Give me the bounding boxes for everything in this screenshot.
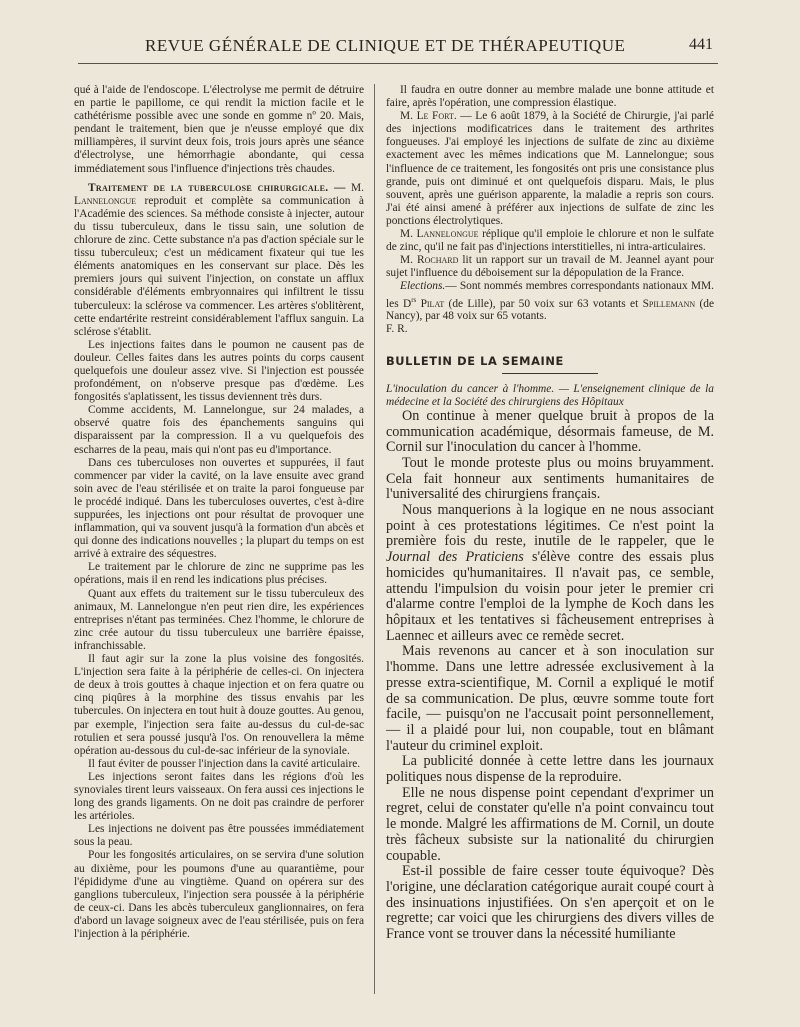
paragraph: La publicité donnée à cette lettre dans les journaux politiques nous dispense de la reproduire. (386, 753, 714, 786)
paragraph (386, 503, 714, 644)
paragraph: Les injections ne doivent pas être poussées immédiatement sous la peau. (74, 823, 364, 849)
journal-title: Journal des Praticiens (386, 549, 524, 566)
paragraph-text: (de Lille), par 50 voix sur 63 votants et (448, 297, 639, 310)
paragraph-text: lit un rapport sur un travail de M. Jeannel ayant pour sujet l'influence du déboisement sur la dépopulation de la France. (386, 254, 714, 280)
running-title: REVUE GÉNÉRALE DE CLINIQUE ET DE THÉRAPEUTIQUE (145, 36, 626, 55)
paragraph-text: (de Nancy), par 48 voix sur 65 votants. (386, 297, 714, 323)
paragraph: Quant aux effets du traitement sur le tissu tuberculeux des animaux, M. Lannelongue n'en peut rien dire, les expériences entreprises n'étant pas terminées. Chez l'homme, le chlorure de zinc crée autour du tissu tuberculeux une barrière épaisse, infranchissable. (74, 587, 364, 652)
right-column (386, 84, 714, 1027)
page-number: 441 (689, 36, 713, 53)
paragraph: Les injections seront faites dans les régions d'où les synoviales tirent leurs vaisseaux. On fera aussi ces injections le long des grands ligaments. On ne doit pas craindre de perforer les artérioles. (74, 770, 364, 823)
bulletin-body (386, 409, 714, 943)
bulletin-title: BULLETIN DE LA SEMAINE (386, 353, 564, 368)
paragraph: Mais revenons au cancer et à son inoculation sur l'homme. Dans une lettre adressée exclusivement à la presse extra-scientifique, M. Cornil a expliqué le motif de sa communication. De plus, œuvre somme toute fort facile, — puisqu'on ne l'accusait point personnellement, — il a plaidé pour lui, non coupable, tout en blâmant l'auteur du criminel exploit. (386, 643, 714, 754)
paragraph: Comme accidents, M. Lannelongue, sur 24 malades, a observé quatre fois des épanchements sanguins qui disparaissent par la compression. Il a vu quelquefois des escharres de la peau, mais qui n'ont pas eu d'importance. (74, 404, 364, 456)
page-header (40, 34, 760, 58)
paragraph: Elle ne nous dispense point cependant d'exprimer un regret, celui de constater qu'elle n'a point convaincu tout le monde. Malgré les affirmations de M. Cornil, un doute très fâcheux subsiste sur la nationalité du chirurgien coupable. (386, 784, 714, 864)
paragraph: Dans ces tuberculoses non ouvertes et suppurées, il faut commencer par vider la cavité, on la lave ensuite avec grand soin avec de l'eau stérilisée et on traite la paroi fongueuse par le procédé indiqué. Dans les tuberculoses ouvertes, c'est à-dire suppurées, les injections ont pour résultat de provoquer une inflammation, qui va souvent jusqu'à la formation d'un abcès et qui donne des indications nouvelles ; la plupart du temps on est arrivé à extraire des séquestres. (74, 456, 364, 561)
paragraph: Est-il possible de faire cesser toute équivoque? Dès l'origine, une déclaration catégorique aurait coupé court à des insinuations injustifiées. On s'en aperçoit et on le regrette; car voici que les chirurgiens des divers villes de France vont se trouver dans la nécessité humiliante (386, 863, 714, 943)
left-column (74, 84, 364, 1027)
paragraph (386, 110, 714, 228)
section-title: Traitement de la tuberculose chirurgicale. — (88, 181, 346, 194)
column-divider (374, 84, 375, 994)
paragraph: Il faut agir sur la zone la plus voisine des fongosités. L'injection sera faite à la périphérie de celles-ci. On injectera de deux à trois gouttes à chaque injection et on fera quatre ou cinq piqûres à la morphine des tissus envahis par les tubercules. On injectera en tout huit à douze gouttes. Au genou, par exemple, l'injection sera faite au-dessus du cul-de-sac rotulien et sera poussé jusqu'à l'os. On renouvellera la même opération au-dessous du cul-de-sac inférieur de la synoviale. (74, 653, 364, 757)
paragraph: Pour les fongosités articulaires, on se servira d'une solution au dixième, pour les poumons d'une au quarantième, pour l'épididyme d'une au vingtième. Quand on opérera sur des ganglions tuberculeux, l'injection sera poussée à la périphérie de ceux-ci. Dans les abcès tuberculeux ganglionnaires, on fera d'abord un lavage soigneux avec de l'eau stérilisée, puis on fera l'injection à la périphérie. (74, 849, 364, 940)
member-name: Spillemann (642, 297, 696, 310)
header-rule (78, 63, 718, 64)
signature: F. R. (386, 323, 408, 336)
paragraph-text: reproduit et complète sa communication à l'Académie des sciences. Sa méthode consiste à injecter, autour du tissu tuberculeux, dans le tissu sain, une solution de chlorure de zinc. Cette substance n'a pas d'action spéciale sur le tissu tuberculeux; c'est un médicament fixateur qui tue les éléments anatomiques en les conservant sur place. Dès les premiers jours qui suivent l'injection, on constate un afflux considérable d'éléments embryonnaires qui infiltrent le tissu tuberculeux: la sclérose va commencer. Les artères s'oblitèrent, cette endartérite restreint considérablement l'afflux sanguin. La sclérose s'établit. (74, 194, 364, 338)
bulletin-rule (502, 373, 598, 374)
paragraph: qué à l'aide de l'endoscope. L'électrolyse me permit de détruire en partie le papillome, ce qui rendit la miction facile et le cathétérisme possible avec une sonde en gomme nº 20. Mais, pendant le traitement, bien que je n'eusse employé que dix milliampères, il survint deux fois, trois jours après une séance d'électrolyse, une hémorrhagie abondante, qui cessa immédiatement sous l'influence d'injections très chaudes. (74, 84, 364, 175)
bulletin-subtitle: L'inoculation du cancer à l'homme. — L'enseignement clinique de la médecine et la Société des chirurgiens des Hôpitaux (386, 382, 714, 408)
author-prefix: M. (400, 254, 413, 267)
paragraph: Il faut éviter de pousser l'injection dans la cavité articulaire. (88, 757, 361, 770)
author-prefix: M. (400, 110, 413, 123)
author-name: Lannelongue (74, 194, 137, 207)
author-name: Rochard (416, 254, 459, 267)
paragraph (386, 254, 714, 280)
paragraph-text: . — Le 6 août 1879, à la Société de Chirurgie, j'ai parlé des injections modificatrices dans le traitement des arthrites fongueuses. J'ai employé les injections de sulfate de zinc au dixième exactement avec les mêmes indications que M. Lannelongue; sous l'influence de ce traitement, les fongosités ont pris une consistance plus grande, puis ont diminué et ont quelquefois disparu. Mais, le plus souvent, après une guérison apparente, la maladie a repris son cours. J'ai été ainsi amené à préférer aux injections de sulfate de zinc les ponctions électrolytiques. (386, 110, 714, 227)
author-name: Lannelongue (416, 228, 479, 241)
section-paragraph (74, 182, 364, 339)
author-name: Le Fort (416, 110, 454, 123)
paragraph-text: s'élève contre des essais plus homicides qu'humanitaires. Il n'avait pas, ce semble, attendu l'impulsion du voisin pour jeter le premier cri d'alarme contre l'emploi de la lymphe de Koch dans les hôpitaux et les tentatives si fâcheusement entreprises à Laennec et ailleurs avec ce remède secret. (386, 549, 714, 644)
superscript: rs (411, 295, 417, 304)
paragraph: Il faudra en outre donner au membre malade une bonne attitude et faire, après l'opération, une compression élastique. (386, 84, 714, 110)
paragraph-text: réplique qu'il emploie le chlorure et non le sulfate de zinc, qu'il ne fait pas d'injections interstitielles, ni intra-articulaires. (386, 228, 714, 254)
paragraph: Les injections faites dans le poumon ne causent pas de douleur. Celles faites dans les autres points du corps causent quelquefois une douleur assez vive. Si l'injection est poussée profondément, on n'observe presque pas d'œdème. Les fongosités s'aplatissent, les tissus deviennent très durs. (74, 338, 364, 404)
paragraph: Tout le monde proteste plus ou moins bruyamment. Cela fait honneur aux sentiments humanitaires de l'universalité des chirurgiens français. (386, 454, 714, 503)
member-name: Pilat (420, 297, 445, 310)
author-prefix: M. (400, 228, 413, 241)
paragraph (386, 228, 714, 254)
paragraph: On continue à mener quelque bruit à propos de la communication académique, désormais fameuse, de M. Cornil sur l'inoculation du cancer à l'homme. (386, 407, 714, 456)
elections-paragraph (386, 280, 714, 323)
paragraph-text: — Sont nommés membres correspondants nationaux MM. les D (386, 280, 714, 310)
spacer (386, 337, 714, 355)
paragraph-text: Nous manquerions à la logique en ne nous associant point à ces protestations légitimes. Ce n'est point la première fois du reste, inutile de le rappeler, que le (386, 502, 714, 550)
author-prefix: M. (351, 181, 364, 194)
paragraph: Le traitement par le chlorure de zinc ne supprime pas les opérations, mais il en rend les indications plus précises. (74, 561, 364, 587)
elections-label: Elections. (400, 280, 446, 293)
